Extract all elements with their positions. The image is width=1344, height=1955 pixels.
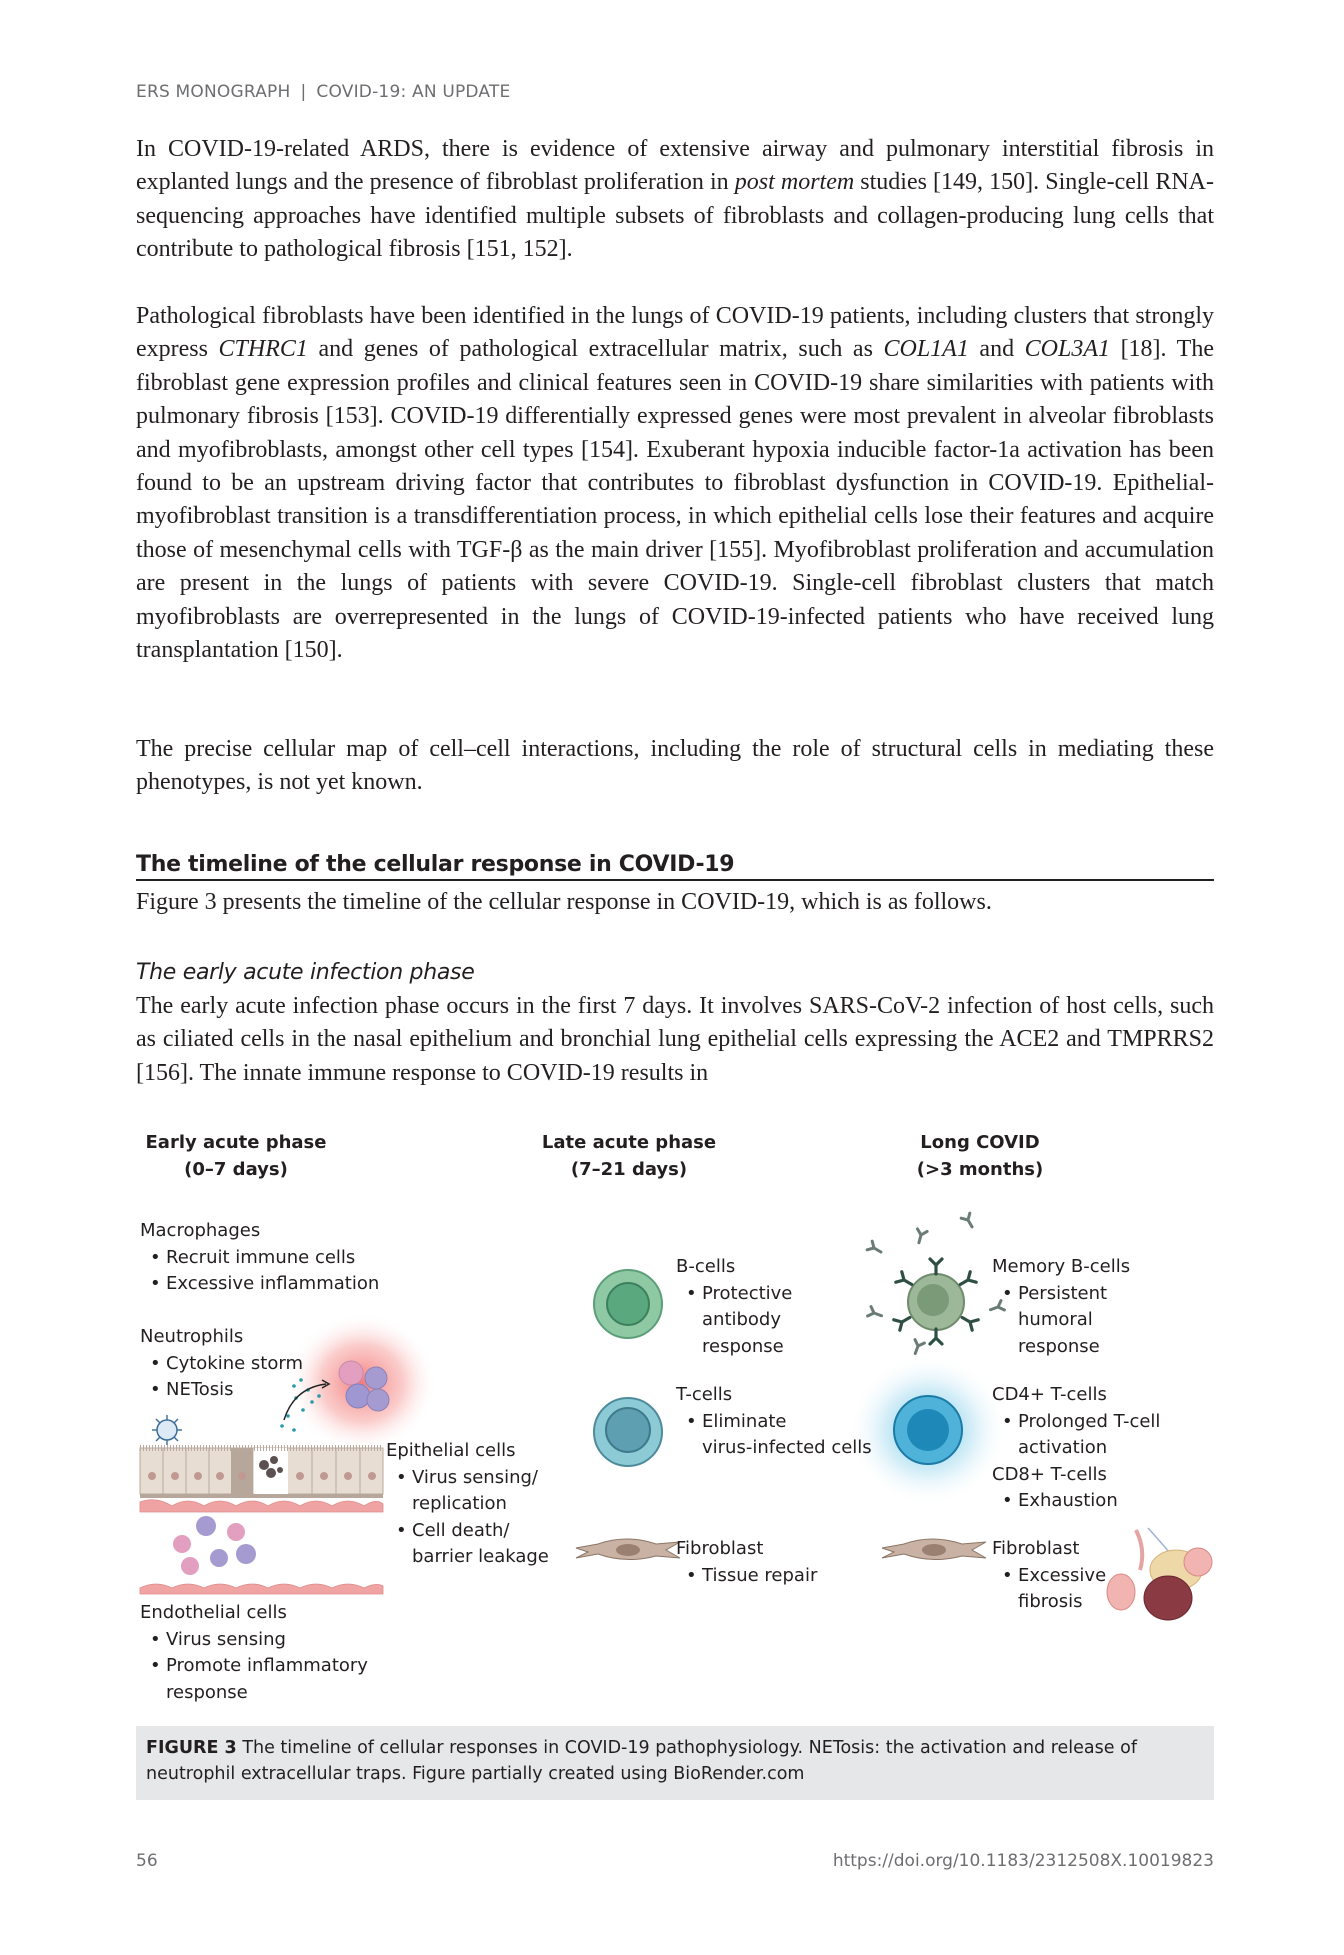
cell-label: Memory B-cells xyxy=(992,1256,1131,1277)
text-run: The precise cellular map of cell–cell interactions, including the role of structural cells in mediating these phenotypes, is not yet known. xyxy=(136,736,1214,796)
figure-caption xyxy=(136,1726,1214,1800)
bullet: • Recruit immune cells xyxy=(140,1245,379,1272)
page-number: 56 xyxy=(136,1851,158,1871)
bullet: • Persistent xyxy=(992,1281,1130,1308)
bullet-continued: response xyxy=(1018,1335,1100,1357)
italic-term: CTHRC1 xyxy=(218,336,308,363)
bullet-continued: fibrosis xyxy=(1018,1591,1083,1612)
cell-label: Macrophages xyxy=(140,1220,261,1241)
bullet-continued: response xyxy=(702,1335,784,1357)
cell-label: CD4+ T-cells xyxy=(992,1384,1107,1405)
text-run: studies [149, 150]. Single-cell RNA-sequencing approaches have identified multiple subsets of fibroblasts and collagen-producing lung cells that contribute to pathological fibrosis [151, 152]. xyxy=(136,169,1214,263)
inflammation-glow xyxy=(287,1313,437,1453)
running-head xyxy=(136,82,510,102)
bullet: • Cell death/ xyxy=(386,1518,549,1545)
text-run: In COVID-19-related ARDS, there is evidence of extensive airway and pulmonary interstitial fibrosis in explanted lungs and the presence of fibroblast proliferation in xyxy=(136,136,1214,196)
phase-late-title xyxy=(514,1130,744,1183)
label-macrophages xyxy=(140,1218,379,1298)
bullet: • NETosis xyxy=(140,1377,303,1404)
phase-early-title xyxy=(136,1130,336,1183)
phase-long-period: (>3 months) xyxy=(916,1158,1044,1180)
text-run: and genes of pathological extracellular matrix, such as xyxy=(307,336,884,363)
subsection-heading: The early acute infection phase xyxy=(136,960,475,985)
label-epithelial-cells xyxy=(386,1438,549,1571)
italic-term: post mortem xyxy=(734,169,855,196)
paragraph-figure-intro xyxy=(136,886,1214,919)
header-separator: | xyxy=(300,82,307,102)
doi-link[interactable]: https://doi.org/10.1183/2312508X.10019823 xyxy=(832,1851,1214,1871)
volume-title: COVID-19: AN UPDATE xyxy=(316,82,511,102)
bullet-continued: replication xyxy=(412,1493,507,1514)
caption-text: The timeline of cellular responses in COVID-19 pathophysiology. NETosis: the activation and release of neutrophil extracellular traps. Figure partially created using BioRender.com xyxy=(146,1738,1137,1784)
bullet-continued: virus-infected cells xyxy=(702,1437,872,1458)
bullet: • Protective xyxy=(676,1281,792,1308)
caption-label: FIGURE 3 xyxy=(146,1738,237,1758)
label-memory-b-cells xyxy=(992,1254,1130,1360)
paragraph-pathological-fibroblasts xyxy=(136,300,1214,667)
journal-name: ERS MONOGRAPH xyxy=(136,82,291,102)
b-cell-icon xyxy=(594,1270,662,1338)
bullet: • Cytokine storm xyxy=(140,1351,303,1378)
phase-early-period: (0–7 days) xyxy=(184,1158,288,1180)
cell-label: Epithelial cells xyxy=(386,1440,516,1461)
cell-label: B-cells xyxy=(676,1256,736,1277)
bullet: • Promote inflammatory xyxy=(140,1653,368,1680)
bullet: • Virus sensing xyxy=(140,1627,368,1654)
text-run: [18]. The fibroblast gene expression profiles and clinical features seen in COVID-19 share similarities with patients with pulmonary fibrosis [153]. COVID-19 differentially expressed genes were most prevalent in alveolar fibroblasts and myofibroblasts, amongst other cell types [154]. Exuberant hypoxia inducible factor-1a activation has been found to be an upstream driving factor that contributes to fibroblast dysfunction in COVID-19. Epithelial-myofibroblast transition is a transdifferentiation process, in which epithelial cells lose their features and acquire those of mesenchymal cells with TGF-β as the main driver [155]. Myofibroblast proliferation and accumulation are present in the lungs of patients with severe COVID-19. Single-cell fibroblast clusters that match myofibroblasts are overrepresented in the lungs of COVID-19-infected patients who have received lung transplantation [150]. xyxy=(136,336,1214,664)
text-run: The early acute infection phase occurs in the first 7 days. It involves SARS-CoV-2 infection of host cells, such as ciliated cells in the nasal epithelium and bronchial lung epithelial cells expressing the ACE2 and TMPRRS2 [156]. The innate immune response to COVID-19 results in xyxy=(136,993,1214,1086)
paragraph-early-phase xyxy=(136,990,1214,1090)
bullet: • Exhaustion xyxy=(992,1488,1160,1515)
fibroblast-icon xyxy=(576,1539,680,1560)
cell-label: Neutrophils xyxy=(140,1326,244,1347)
t-cell-icon xyxy=(594,1398,662,1466)
label-cd4-cd8-t-cells xyxy=(992,1382,1160,1515)
bullet-continued: antibody xyxy=(702,1309,782,1330)
cd4-t-cell-icon xyxy=(894,1396,962,1464)
bullet: • Virus sensing/ xyxy=(386,1465,549,1492)
text-run: Pathological fibroblasts have been identified in the lungs of COVID-19 patients, including clusters that strongly express xyxy=(136,303,1214,363)
label-fibroblast-long xyxy=(992,1536,1106,1616)
bullet: • Eliminate xyxy=(676,1409,872,1436)
text-run: and xyxy=(968,336,1025,363)
label-endothelial-cells xyxy=(140,1600,368,1706)
section-heading: The timeline of the cellular response in COVID-19 xyxy=(136,852,1214,881)
label-b-cells xyxy=(676,1254,792,1360)
paragraph-fibrosis-ards xyxy=(136,133,1214,267)
cell-label: Fibroblast xyxy=(992,1538,1080,1559)
paragraph-cellular-map xyxy=(136,733,1214,800)
cell-label: Fibroblast xyxy=(676,1538,764,1559)
bullet-continued: humoral xyxy=(1018,1309,1093,1330)
label-neutrophils xyxy=(140,1324,303,1404)
italic-term: COL3A1 xyxy=(1024,336,1110,363)
bullet-continued: barrier leakage xyxy=(412,1546,549,1567)
phase-long-name: Long COVID xyxy=(920,1132,1040,1153)
bullet: • Prolonged T-cell xyxy=(992,1409,1160,1436)
cell-label: CD8+ T-cells xyxy=(992,1463,1107,1485)
virus-icon xyxy=(152,1415,182,1445)
bullet: • Excessive inflammation xyxy=(140,1271,379,1298)
phase-long-title xyxy=(880,1130,1080,1183)
phase-late-period: (7–21 days) xyxy=(570,1158,688,1180)
italic-term: COL1A1 xyxy=(883,336,969,363)
phase-early-name: Early acute phase xyxy=(145,1132,327,1153)
bullet-continued: activation xyxy=(1018,1437,1108,1458)
label-fibroblast-late xyxy=(676,1536,817,1589)
text-run: Figure 3 presents the timeline of the cellular response in COVID-19, which is as follows. xyxy=(136,889,992,915)
bullet-continued: response xyxy=(166,1681,248,1703)
fibroblast-long-covid-icon xyxy=(882,1539,986,1560)
label-t-cells xyxy=(676,1382,872,1462)
fibrotic-lung-icon xyxy=(1107,1528,1212,1620)
bullet: • Tissue repair xyxy=(676,1563,817,1590)
phase-late-name: Late acute phase xyxy=(541,1132,717,1153)
figure-3 xyxy=(136,1130,1214,1710)
memory-b-cell-icon xyxy=(867,1213,1004,1355)
cell-label: T-cells xyxy=(676,1384,733,1405)
bullet: • Excessive xyxy=(992,1563,1106,1590)
cell-label: Endothelial cells xyxy=(140,1602,287,1623)
epithelium-illustration xyxy=(140,1448,383,1594)
